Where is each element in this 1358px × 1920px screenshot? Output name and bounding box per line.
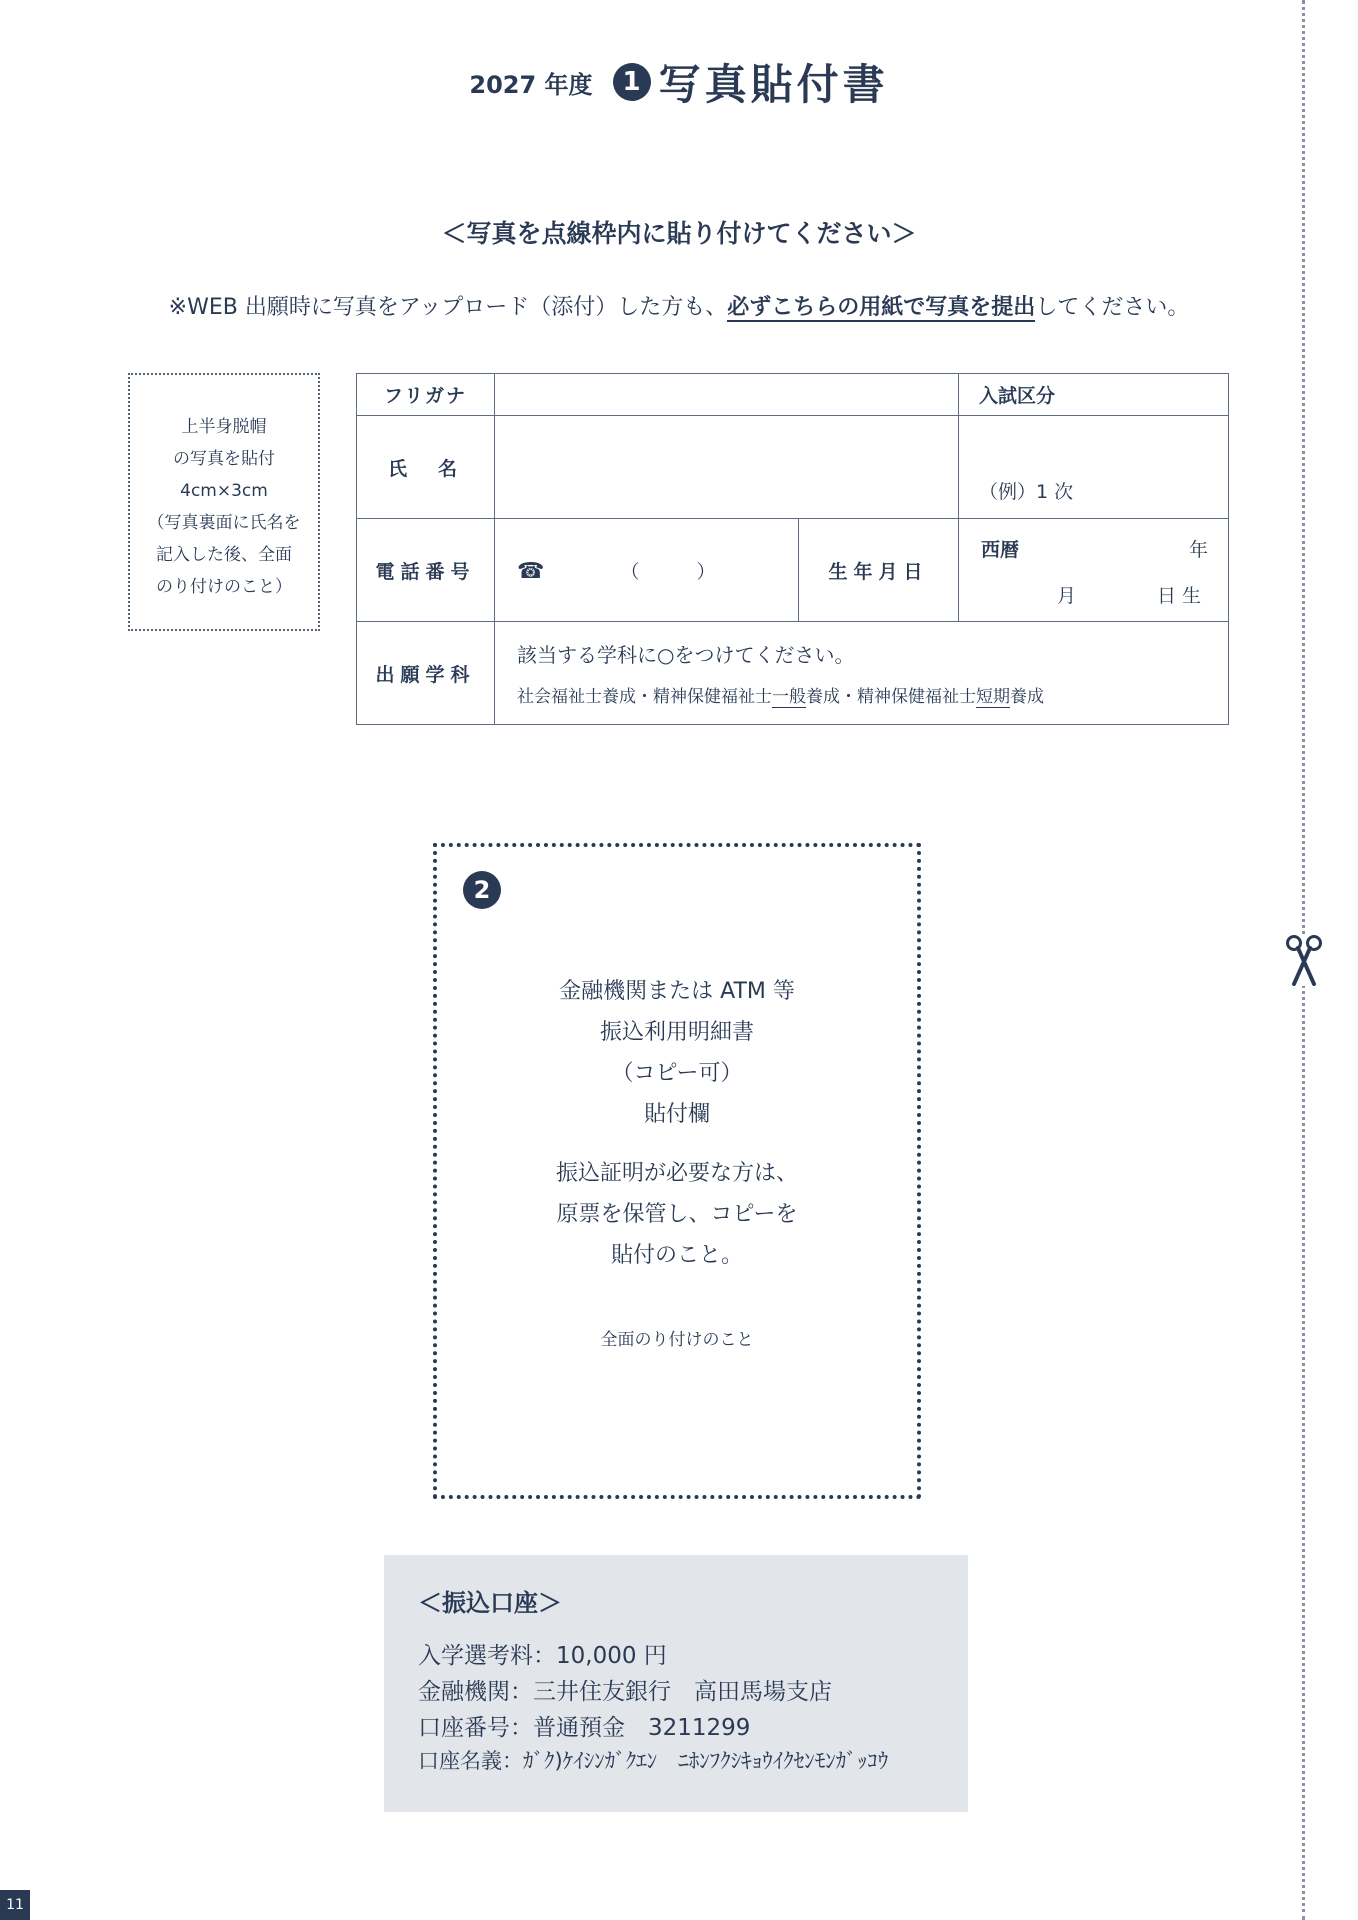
bank-fee-row: 入学選考料：10,000 円 <box>418 1643 667 1669</box>
receipt-line: 金融機関または ATM 等 <box>559 979 795 1004</box>
photo-line: 記入した後、全面 <box>156 545 292 565</box>
exam-type-label: 入試区分 <box>959 374 1229 416</box>
bank-institution-row: 金融機関：三井住友銀行 高田馬場支店 <box>418 1679 832 1705</box>
phone-icon: ☎ <box>517 558 545 584</box>
name-field[interactable] <box>495 416 959 519</box>
photo-line: （写真裏面に氏名を <box>147 513 301 533</box>
receipt-number-badge: 2 <box>463 871 501 909</box>
title-year: 2027 年度 <box>469 70 593 99</box>
receipt-line: 貼付のこと。 <box>610 1243 743 1268</box>
receipt-line: 原票を保管し、コピーを <box>556 1202 798 1227</box>
birth-label: 生年月日 <box>799 519 959 622</box>
phone-area-code-parens: （ ） <box>620 560 716 583</box>
transfer-receipt-paste-area <box>433 843 921 1499</box>
note-suffix: してください。 <box>1035 295 1190 320</box>
title-text: 写真貼付書 <box>658 60 889 109</box>
note-prefix: ※WEB 出願時に写真をアップロード（添付）した方も、 <box>168 295 728 320</box>
photo-line: 上半身脱帽 <box>181 417 267 437</box>
page-title <box>0 52 1358 112</box>
receipt-line: 貼付欄 <box>643 1102 710 1127</box>
photo-line: 4cm×3cm <box>180 481 268 501</box>
phone-label: 電話番号 <box>357 519 495 622</box>
receipt-small-note: 全面のり付けのこと <box>600 1330 754 1350</box>
receipt-line: （コピー可） <box>611 1061 743 1086</box>
birth-era: 西暦 <box>981 539 1020 561</box>
exam-type-field[interactable] <box>959 416 1229 519</box>
furigana-field[interactable] <box>495 374 959 416</box>
title-number-badge: 1 <box>613 63 651 101</box>
bank-account-name-row: 口座名義：ｶﾞｸ)ｹｲｼﾝｶﾞｸｴﾝ ﾆﾎﾝﾌｸｼｷｮｳｲｸｾﾝﾓﾝｶﾞｯｺｳ <box>418 1749 889 1773</box>
exam-type-example: （例）1 次 <box>979 481 1074 503</box>
bank-account-box <box>384 1555 968 1812</box>
upload-note <box>0 290 1358 321</box>
receipt-text-top <box>437 971 917 1135</box>
receipt-line: 振込利用明細書 <box>599 1020 754 1045</box>
department-option-text: 養成 <box>1010 687 1044 707</box>
page-number: 11 <box>0 1890 30 1920</box>
furigana-label: フリガナ <box>357 374 495 416</box>
department-option-short: 短期 <box>976 687 1010 707</box>
phone-field[interactable] <box>495 519 799 622</box>
department-option-text: 養成・精神保健福祉士 <box>806 687 976 707</box>
department-field[interactable] <box>495 622 1229 725</box>
department-instruction: 該当する学科に○をつけてください。 <box>517 643 855 667</box>
department-option-text: 社会福祉士養成・精神保健福祉士 <box>517 687 772 707</box>
birth-year-unit: 年 <box>1189 539 1209 561</box>
birth-day-unit: 日 生 <box>1157 585 1202 607</box>
applicant-info-table <box>356 373 1229 725</box>
photo-paste-area <box>128 373 320 631</box>
department-option-general: 一般 <box>772 687 806 707</box>
department-options <box>517 682 1228 707</box>
birth-date-field[interactable] <box>959 519 1229 622</box>
paste-instruction: ＜写真を点線枠内に貼り付けてください＞ <box>441 219 917 248</box>
receipt-text-bottom <box>437 1153 917 1276</box>
photo-line: のり付けのこと） <box>156 577 292 597</box>
note-emphasis: 必ずこちらの用紙で写真を提出 <box>727 295 1036 320</box>
birth-month-unit: 月 <box>1057 585 1077 607</box>
name-label: 氏 名 <box>357 416 495 519</box>
photo-line: の写真を貼付 <box>173 449 275 469</box>
bank-account-number-row: 口座番号：普通預金 3211299 <box>418 1715 751 1741</box>
scissors-icon <box>1284 934 1324 986</box>
department-label: 出願学科 <box>357 622 495 725</box>
bank-title: ＜振込口座＞ <box>418 1589 562 1617</box>
receipt-line: 振込証明が必要な方は、 <box>555 1161 798 1186</box>
